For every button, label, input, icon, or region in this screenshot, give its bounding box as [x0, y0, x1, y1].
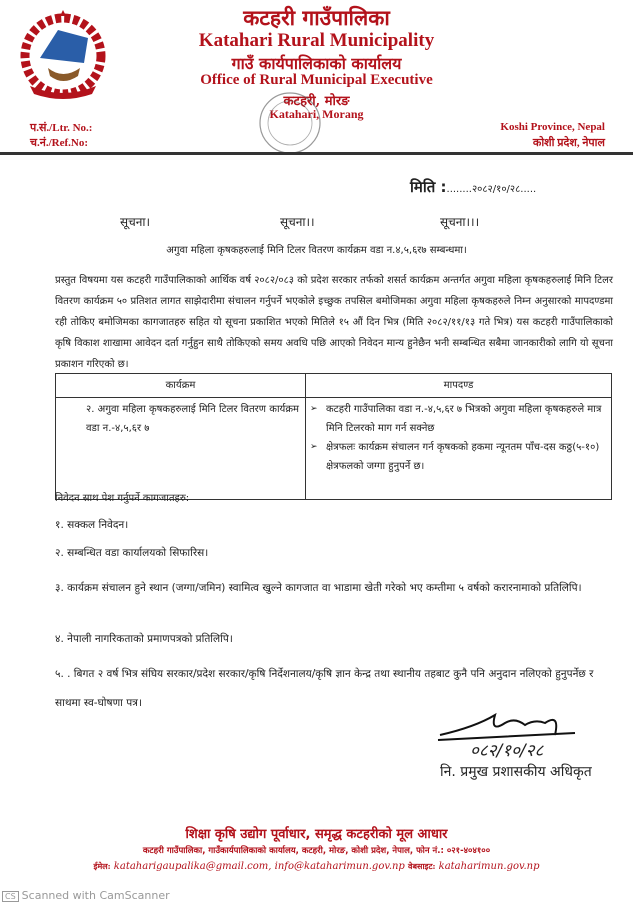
email-label: ईमेल: [93, 861, 111, 871]
office-name-np: गाउँ कार्यपालिकाको कार्यालय [231, 54, 402, 73]
watermark-text: Scanned with CamScanner [21, 889, 170, 902]
municipality-name-en: Katahari Rural Municipality [198, 30, 435, 51]
criteria-item: ➢ कटहरी गाउँपालिका वडा न.-४,५,६र ७ भित्रको अगुवा महिला कृषकहरुले मात्र मिनि टिलरको माग गर्न सक्नेछ [312, 400, 605, 438]
footer-contact [0, 861, 633, 872]
table-cell-program: २. अगुवा महिला कृषकहरुलाई मिनि टिलर वितरण कार्यक्रम वडा न.-४,५,६र ७ [56, 398, 306, 500]
signature-date: ०८२/१०/२८ [470, 741, 544, 761]
table-header-program: कार्यक्रम [56, 374, 306, 398]
header-divider [0, 152, 633, 155]
website-label: वेबसाइट: [408, 861, 436, 871]
date-label: मिति : [410, 178, 447, 196]
notice-body: प्रस्तुत विषयमा यस कटहरी गाउँपालिकाको आर्थिक वर्ष २०८२/०८३ को प्रदेश सरकार तर्फको शसर्त कार्यक्रम अन्तर्गत अगुवा महिला कृषकहरुलाई मिनि टिलर वितरण कार्यक्रम ५० प्रतिशत लागत साझेदारीमा संचालन गर्नुपर्ने भएकोले इच्छुक तपसिल बमोजिमका अगुवा महिला कृषकहरुले निम्न अनुसारको मापदण्डमा रही तोकिए बमोजिमका कागजातहरु सहित यो सूचना प्रकाशित भएको मितिले १५ औं दिन भित्र (मिति २०८२/११/१३ गते भित्र) यस कटहरी गाउँपालिकाको कृषि विकाश शाखामा आवेदन दर्ता गर्नुहुन साथै तोकिएको समय अवधि पछि आएको निवेदन मान्य हुनेछैन भनी सम्बन्धित सबैमा जानकारीको लागि यो सूचना प्रकाशन गरिएको छ। [55, 275, 613, 370]
documents-heading: निवेदन साथ पेश गर्नुपर्ने कागजातहरु: [55, 493, 190, 504]
criteria-item: ➢ क्षेत्रफलः कार्यक्रम संचालन गर्न कृषकको हकमा न्यूनतम पाँच-दस कठ्ठ(५-१०) क्षेत्रफलको जग्गा हुनुपर्ने छ। [312, 438, 605, 476]
office-name-en: Office of Rural Municipal Executive [200, 72, 433, 88]
reference-number-label: च.नं./Ref.No: [30, 137, 88, 149]
place-np: कटहरी, मोरङ [283, 94, 350, 109]
document-item: १. सक्कल निवेदन। [55, 519, 129, 531]
subject-line: अगुवा महिला कृषकहरुलाई मिनि टिलर वितरण कार्यक्रम वडा न.४,५,६र७ सम्बन्धमा। [166, 245, 467, 256]
document-item: ३. कार्यक्रम संचालन हुने स्थान (जग्गा/जमिन) स्वामित्व खुल्ने कागजात वा भाडामा खेती गरेको भए कम्तीमा ५ वर्षको करारनामाको प्रतिलिपि। [55, 582, 582, 594]
document-item: ४. नेपाली नागरिकताको प्रमाणपत्रको प्रतिलिपि। [55, 633, 233, 645]
camscanner-watermark [2, 889, 170, 902]
province-np: कोशी प्रदेश, नेपाल [532, 137, 605, 149]
letter-number-label: प.सं./Ltr. No.: [30, 122, 93, 134]
document-item: २. सम्बन्धित वडा कार्यालयको सिफारिस। [55, 547, 209, 559]
criteria-table [55, 373, 612, 500]
footer-slogan: शिक्षा कृषि उद्योग पूर्वाधार, समृद्ध कटहरीको मूल आधार [185, 827, 448, 842]
place-en: Katahari, Morang [269, 107, 364, 121]
notice-heading-2: सूचना।। [280, 215, 315, 229]
municipality-name-np: कटहरी गाउँपालिका [243, 5, 390, 30]
notice-heading-3: सूचना।।। [440, 215, 480, 229]
camscanner-logo-icon: CS [2, 891, 19, 902]
table-header-criteria: मापदण्ड [306, 374, 612, 398]
date-line [410, 177, 536, 197]
date-value: ........२०८२/१०/२८..... [446, 184, 537, 195]
office-stamp [243, 88, 338, 158]
document-item: ५. . बिगत २ वर्ष भित्र संघिय सरकार/प्रदेश सरकार/कृषि निर्देशनालय/कृषि ज्ञान केन्द्र तथा स्थानीय तहबाट कुनै पनि अनुदान नलिएको हुनुपर्नेछ र साथमा स्व-घोषणा पत्र। [55, 668, 594, 709]
footer-address: कटहरी गाउँपालिका, गाउँकार्यपालिकाको कार्यालय, कटहरी, मोरङ, कोशी प्रदेश, नेपाल, फोन नं.: ०२१-४०४१०० [142, 846, 491, 856]
email-link[interactable]: kataharigaupalika@gmail.com, info@kataharimun.gov.np [113, 861, 405, 872]
website-link[interactable]: kataharimun.gov.np [438, 861, 540, 872]
notice-heading-1: सूचना। [120, 215, 151, 229]
signatory-title: नि. प्रमुख प्रशासकीय अधिकृत [440, 764, 592, 780]
province-en: Koshi Province, Nepal [500, 121, 605, 133]
